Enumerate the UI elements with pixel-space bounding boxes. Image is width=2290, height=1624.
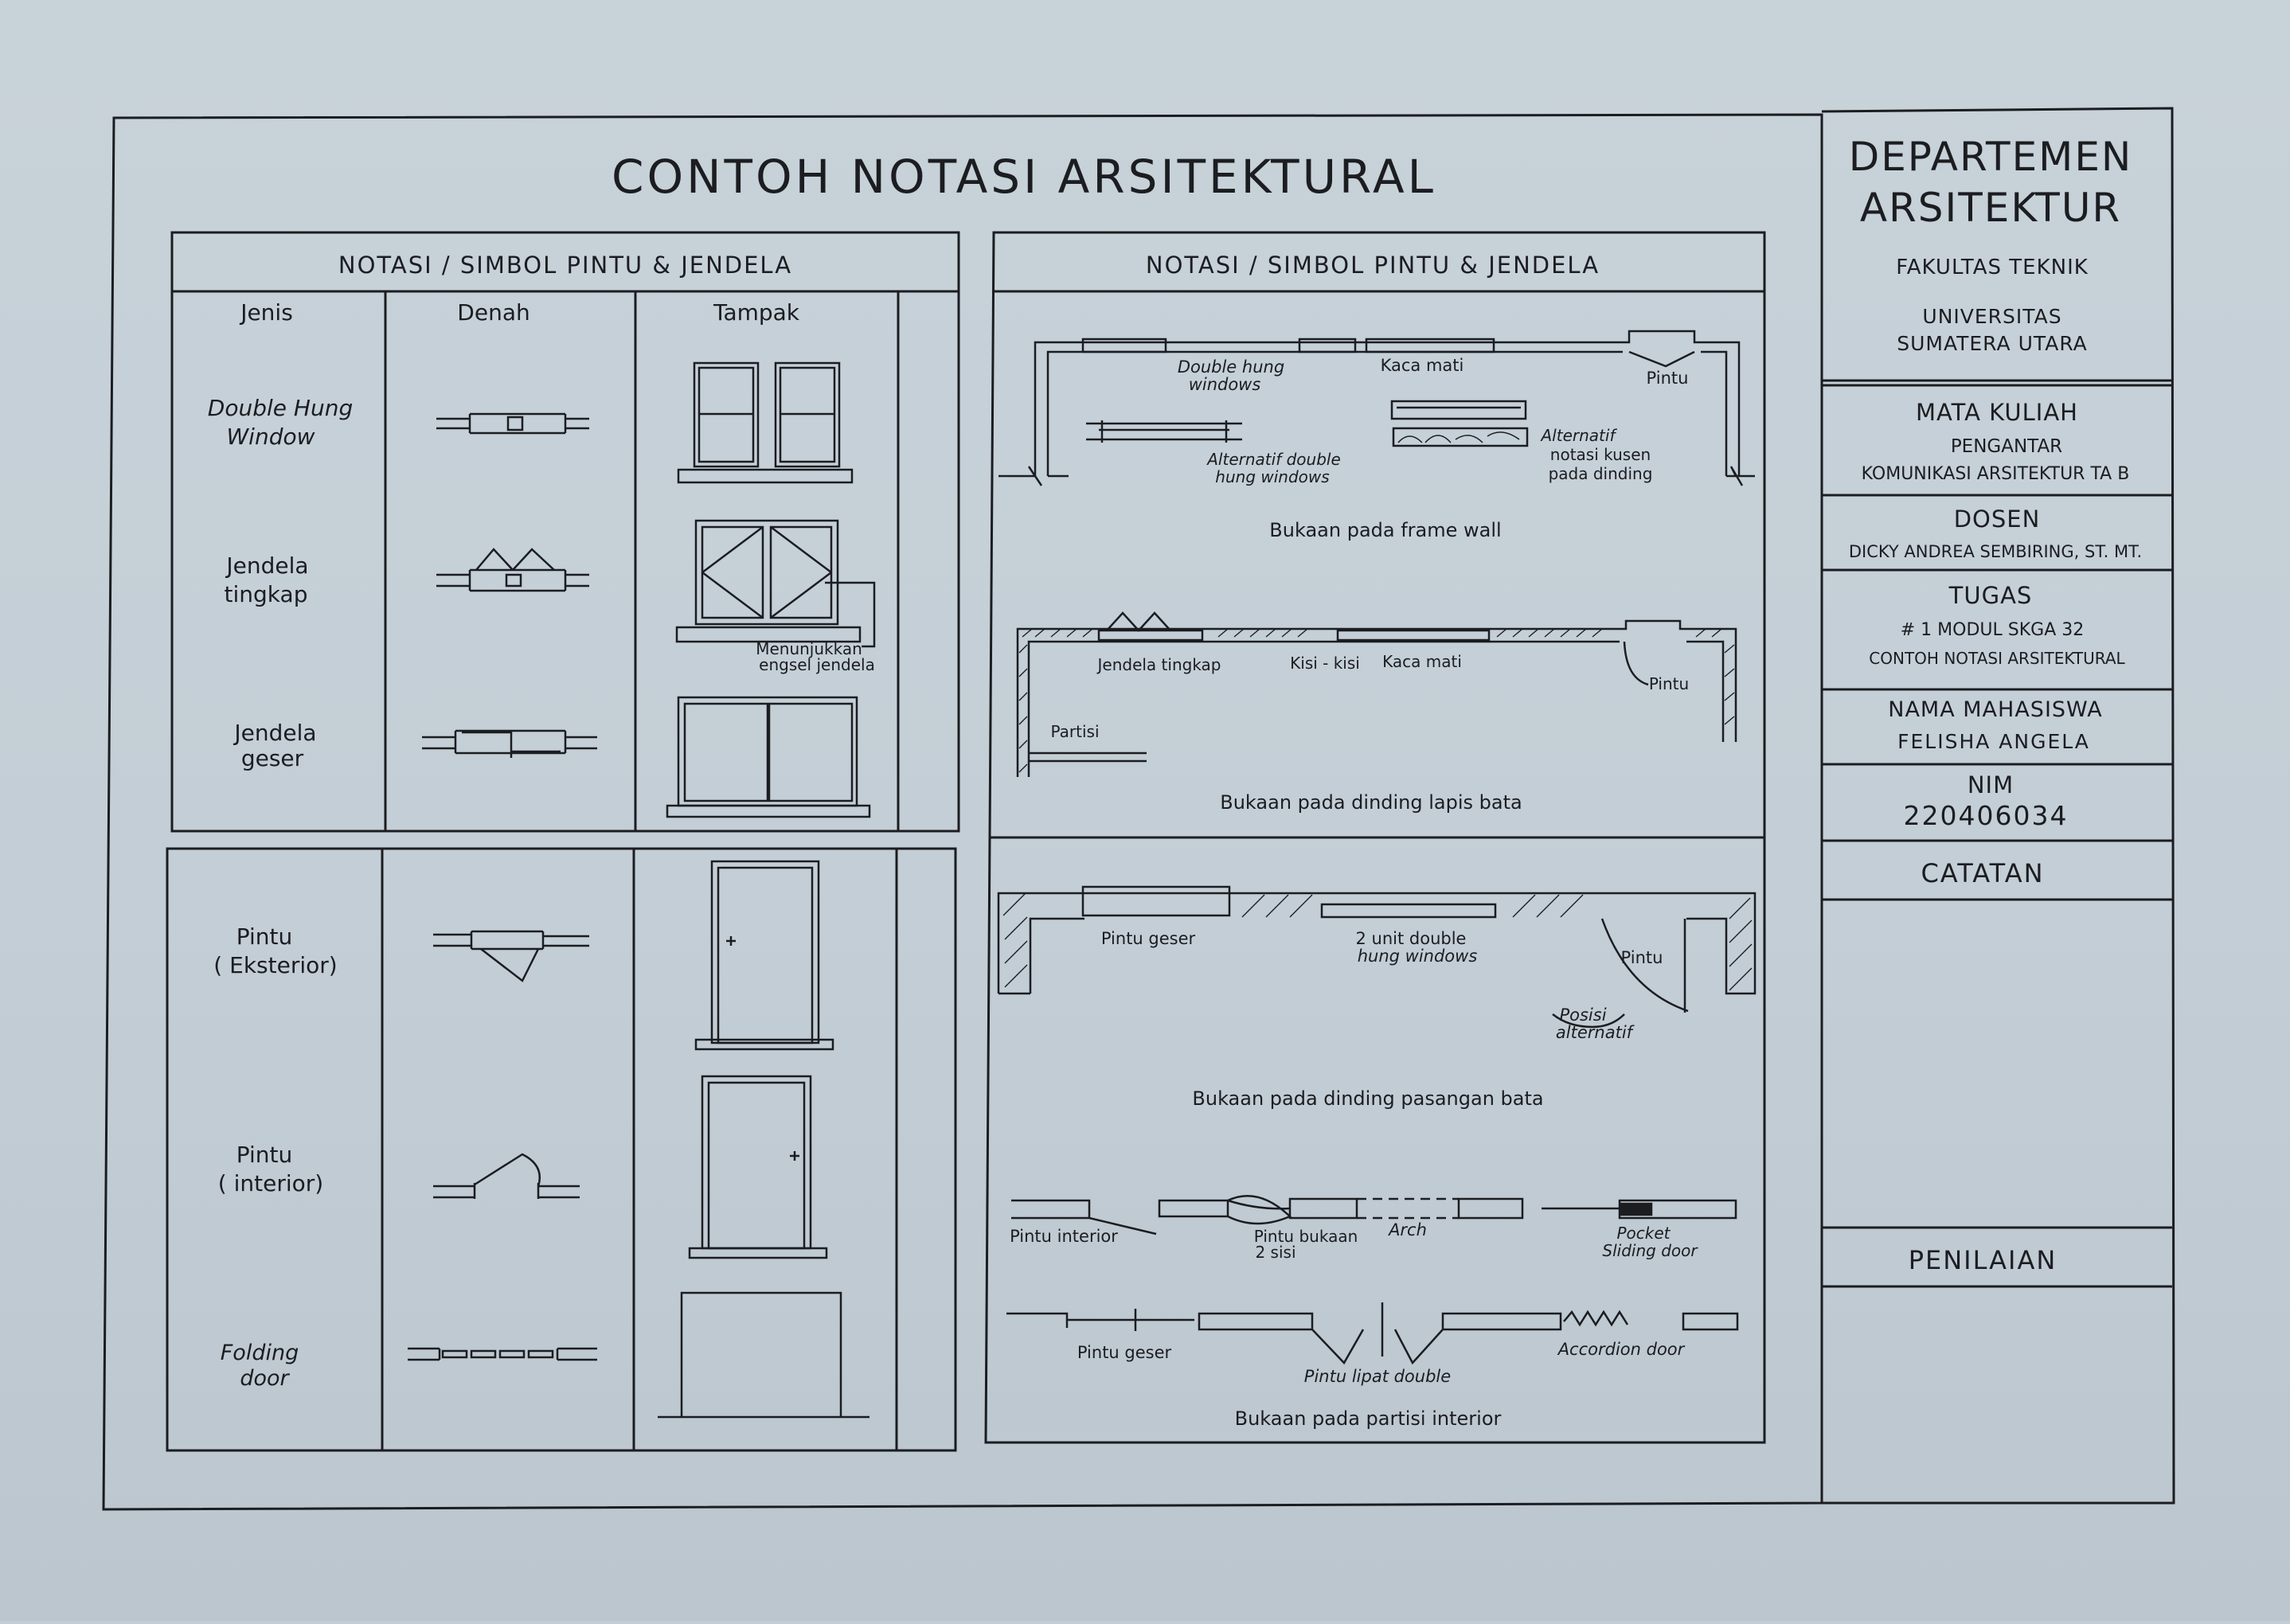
right-panel-header: NOTASI / SIMBOL PINTU & JENDELA bbox=[1145, 252, 1600, 279]
outer-border bbox=[104, 108, 2174, 1509]
tb-univ-1: UNIVERSITAS bbox=[1922, 305, 2062, 328]
tb-dept-1: DEPARTEMEN bbox=[1848, 134, 2133, 180]
jenis-folding-line2: door bbox=[240, 1366, 289, 1391]
pi-arch: Arch bbox=[1389, 1220, 1427, 1239]
pi-pintu-interior: Pintu interior bbox=[1010, 1227, 1118, 1246]
pi-pintu-geser: Pintu geser bbox=[1077, 1343, 1172, 1362]
jenis-pintu-int-line2: ( interior) bbox=[217, 1170, 324, 1197]
pi-pintu-bukaan-1: Pintu bukaan bbox=[1253, 1227, 1358, 1246]
tb-fakultas: FAKULTAS TEKNIK bbox=[1896, 256, 2089, 279]
pi-pintu-bukaan-2: 2 sisi bbox=[1255, 1243, 1296, 1262]
jenis-double-hung-line1: Double Hung bbox=[207, 395, 354, 421]
fw-alt-double-2: hung windows bbox=[1215, 467, 1330, 486]
plan-partisi-interior bbox=[1006, 1196, 1737, 1363]
pb-posisi-1: Posisi bbox=[1559, 1005, 1607, 1025]
caption-lapis-bata: Bukaan pada dinding lapis bata bbox=[1220, 791, 1522, 814]
jenis-tingkap-line2: tingkap bbox=[224, 581, 308, 607]
tb-dept-2: ARSITEKTUR bbox=[1859, 185, 2122, 231]
fw-alt-double-1: Alternatif double bbox=[1207, 450, 1341, 469]
tampak-tingkap bbox=[677, 521, 874, 646]
pb-two-unit-1: 2 unit double bbox=[1355, 929, 1467, 948]
caption-frame-wall: Bukaan pada frame wall bbox=[1269, 519, 1502, 541]
fw-alt-kusen-3: pada dinding bbox=[1548, 464, 1653, 483]
fw-double-hung-2: windows bbox=[1188, 375, 1261, 394]
fw-alt-kusen-1: Alternatif bbox=[1541, 426, 1616, 445]
jenis-geser-line2: geser bbox=[240, 745, 304, 771]
lb-kisi: Kisi - kisi bbox=[1290, 654, 1360, 673]
tb-tugas-2: CONTOH NOTASI ARSITEKTURAL bbox=[1869, 649, 2125, 668]
pi-lipat: Pintu lipat double bbox=[1303, 1367, 1452, 1386]
tampak-pintu-ext bbox=[696, 861, 833, 1049]
jenis-folding-line1: Folding bbox=[220, 1341, 299, 1365]
lb-jendela-tingkap: Jendela tingkap bbox=[1097, 655, 1221, 674]
jenis-pintu-int-line1: Pintu bbox=[236, 1142, 293, 1168]
tb-univ-2: SUMATERA UTARA bbox=[1897, 332, 2088, 355]
sheet-title: CONTOH NOTASI ARSITEKTURAL bbox=[612, 150, 1436, 204]
fw-kaca-mati: Kaca mati bbox=[1380, 356, 1464, 375]
denah-folding bbox=[408, 1349, 597, 1360]
pb-pintu-geser: Pintu geser bbox=[1100, 929, 1196, 948]
lapis-bata-hatch bbox=[1019, 629, 1734, 772]
lb-kaca-mati: Kaca mati bbox=[1382, 652, 1462, 671]
tb-nim: 220406034 bbox=[1903, 800, 2069, 831]
column-header-denah: Denah bbox=[457, 299, 530, 326]
denah-double-hung bbox=[436, 414, 589, 433]
tb-tugas-label: TUGAS bbox=[1948, 582, 2033, 609]
tb-matkul-2: KOMUNIKASI ARSITEKTUR TA B bbox=[1861, 464, 2130, 484]
pi-accordion: Accordion door bbox=[1557, 1340, 1685, 1359]
jenis-pintu-ext-line2: ( Eksterior) bbox=[213, 952, 338, 978]
fw-alt-kusen-2: notasi kusen bbox=[1549, 445, 1651, 464]
tb-matkul-label: MATA KULIAH bbox=[1916, 399, 2078, 426]
column-header-jenis: Jenis bbox=[240, 299, 293, 326]
wood-grain bbox=[1398, 432, 1519, 443]
jenis-pintu-ext-line1: Pintu bbox=[236, 923, 293, 950]
denah-tingkap bbox=[436, 549, 589, 591]
plan-lapis-bata bbox=[1018, 613, 1736, 777]
tb-nama: FELISHA ANGELA bbox=[1897, 730, 2090, 753]
tampak-pintu-int bbox=[690, 1076, 827, 1258]
pb-pintu: Pintu bbox=[1620, 948, 1663, 967]
tb-dosen: DICKY ANDREA SEMBIRING, ST. MT. bbox=[1848, 542, 2143, 561]
jenis-double-hung-line2: Window bbox=[226, 424, 315, 450]
tb-penilaian: PENILAIAN bbox=[1908, 1245, 2057, 1275]
pi-pocket-1: Pocket bbox=[1616, 1224, 1671, 1243]
left-table-header: NOTASI / SIMBOL PINTU & JENDELA bbox=[338, 252, 793, 279]
fw-double-hung-1: Double hung bbox=[1177, 357, 1285, 377]
tampak-geser bbox=[667, 697, 869, 817]
column-header-tampak: Tampak bbox=[713, 299, 800, 326]
right-panel-frame bbox=[986, 232, 1764, 1442]
tb-dosen-label: DOSEN bbox=[1953, 506, 2041, 533]
pi-pocket-2: Sliding door bbox=[1602, 1241, 1698, 1260]
lb-pintu: Pintu bbox=[1648, 674, 1690, 693]
pb-posisi-2: alternatif bbox=[1555, 1023, 1633, 1042]
tb-nim-label: NIM bbox=[1967, 771, 2014, 798]
tampak-folding bbox=[658, 1293, 869, 1417]
jenis-tingkap-line1: Jendela bbox=[226, 552, 309, 579]
denah-pintu-ext bbox=[433, 931, 589, 981]
tb-tugas-1: # 1 MODUL SKGA 32 bbox=[1900, 620, 2085, 640]
fw-pintu: Pintu bbox=[1646, 369, 1689, 388]
tb-matkul-1: PENGANTAR bbox=[1950, 436, 2063, 457]
denah-pintu-int bbox=[433, 1154, 580, 1199]
denah-geser bbox=[422, 731, 597, 758]
tingkap-note-line1: Menunjukkan bbox=[756, 639, 862, 658]
caption-partisi-interior: Bukaan pada partisi interior bbox=[1234, 1407, 1502, 1430]
caption-pasangan-bata: Bukaan pada dinding pasangan bata bbox=[1192, 1087, 1544, 1110]
pb-two-unit-2: hung windows bbox=[1357, 947, 1478, 966]
lb-partisi: Partisi bbox=[1050, 722, 1100, 741]
tb-catatan: CATATAN bbox=[1921, 858, 2045, 888]
tb-nama-label: NAMA MAHASISWA bbox=[1888, 697, 2103, 722]
tingkap-note-line2: engsel jendela bbox=[759, 655, 875, 674]
tampak-double-hung bbox=[678, 363, 852, 482]
jenis-geser-line1: Jendela bbox=[234, 720, 317, 746]
